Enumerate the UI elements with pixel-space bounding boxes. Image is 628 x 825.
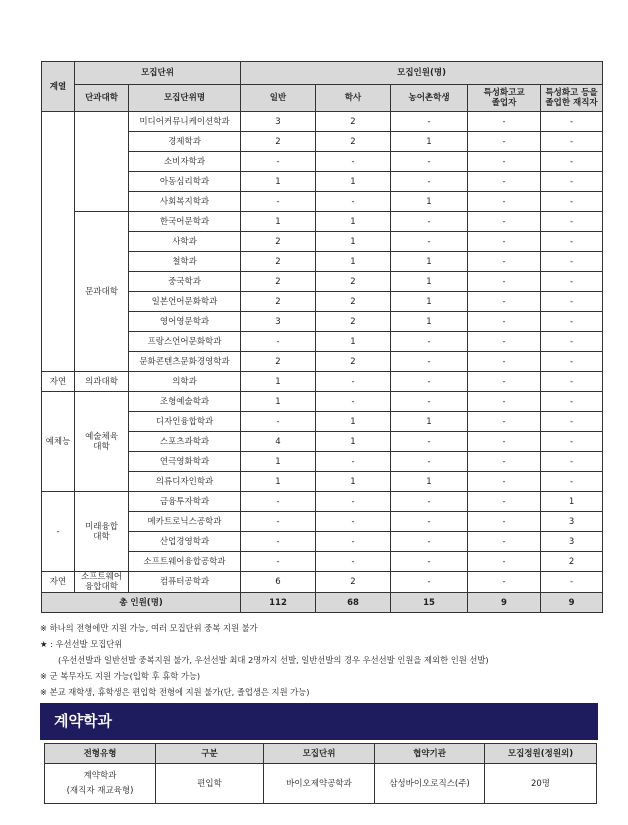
header-unit-group: 모집단위 [75,62,241,85]
quota-cell: - [391,232,468,252]
contract-header: 협약기관 [375,744,485,764]
quota-cell: - [468,572,541,593]
quota-cell: 1 [391,132,468,152]
quota-cell: - [468,292,541,312]
note: ※ 본교 재학생, 휴학생은 편입학 전형에 지원 불가(단, 졸업생은 지원 가능) [40,687,310,697]
category-cell: 자연 [42,372,75,392]
quota-cell: 2 [316,572,391,593]
quota-cell: 1 [316,432,391,452]
quota-cell: 3 [241,112,316,132]
quota-cell: - [468,492,541,512]
quota-cell: - [468,152,541,172]
quota-cell: 2 [241,272,316,292]
quota-cell: 1 [241,212,316,232]
quota-cell: - [468,552,541,572]
quota-cell: 2 [241,232,316,252]
quota-cell: 1 [316,472,391,492]
quota-cell: - [541,372,603,392]
quota-cell: - [541,232,603,252]
quota-cell: - [241,532,316,552]
quota-cell: 1 [241,472,316,492]
category-cell: 예체능 [42,392,75,492]
quota-cell: - [316,192,391,212]
quota-cell: - [316,552,391,572]
quota-cell: - [541,292,603,312]
quota-cell: 1 [241,392,316,412]
quota-cell: - [468,272,541,292]
college-cell: 미래융합 대학 [75,492,129,572]
college-cell: 예술체육 대학 [75,392,129,492]
quota-cell: 1 [391,472,468,492]
college-cell: 소프트웨어 융합대학 [75,572,129,593]
quota-cell: 2 [316,112,391,132]
quota-cell: - [468,192,541,212]
quota-cell: - [541,172,603,192]
unit-name-cell: 일본언어문화학과 [129,292,241,312]
quota-cell: 4 [241,432,316,452]
quota-cell: 2 [316,272,391,292]
note: ★ : 우선선발 모집단위 [40,639,123,649]
header-unit-name: 모집단위명 [129,85,241,112]
college-cell: 문과대학 [75,212,129,372]
quota-cell: - [316,372,391,392]
quota-cell: - [468,132,541,152]
quota-cell: - [541,212,603,232]
quota-cell: 1 [316,232,391,252]
quota-cell: - [468,232,541,252]
header-special-hs: 특성화고교 졸업자 [468,85,541,112]
unit-name-cell: 의류디자인학과 [129,472,241,492]
quota-cell: - [468,252,541,272]
unit-name-cell: 영어영문학과 [129,312,241,332]
quota-cell: 2 [541,552,603,572]
unit-name-cell: 메카트로닉스공학과 [129,512,241,532]
quota-cell: - [541,152,603,172]
quota-cell: 2 [316,132,391,152]
quota-cell: - [541,392,603,412]
recruitment-table [41,61,603,613]
quota-cell: - [391,532,468,552]
quota-cell: 3 [541,512,603,532]
unit-name-cell: 의학과 [129,372,241,392]
quota-cell: - [391,212,468,232]
unit-name-cell: 프랑스언어문화학과 [129,332,241,352]
contract-cell: 바이오제약공학과 [264,764,375,804]
total-label: 총 인원(명) [42,593,241,613]
quota-cell: - [541,432,603,452]
quota-cell: - [468,532,541,552]
quota-cell: - [316,492,391,512]
contract-header: 전형유형 [45,744,156,764]
quota-cell: 2 [316,312,391,332]
unit-name-cell: 사학과 [129,232,241,252]
contract-cell: 삼성바이오로직스(주) [375,764,485,804]
contract-cell: 20명 [485,764,597,804]
total-value: 112 [241,593,316,613]
unit-name-cell: 디자인융합학과 [129,412,241,432]
table-row [42,572,603,593]
note: ※ 하나의 전형에만 지원 가능, 여러 모집단위 중복 지원 불가 [40,623,258,633]
contract-row [45,764,597,804]
quota-cell: 2 [316,292,391,312]
quota-cell: - [541,252,603,272]
quota-cell: 2 [241,292,316,312]
quota-cell: 1 [316,332,391,352]
unit-name-cell: 컴퓨터공학과 [129,572,241,593]
quota-cell: - [391,372,468,392]
quota-cell: - [468,392,541,412]
note: (우선선발과 일반선발 중복지원 불가, 우선선발 최대 2명까지 선발, 일반선발의 경우 우선선발 인원을 제외한 인원 선발) [58,655,489,665]
quota-cell: - [468,212,541,232]
quota-cell: 2 [241,132,316,152]
quota-cell: 1 [391,272,468,292]
header-bachelor: 학사 [316,85,391,112]
contract-cell: 편입학 [156,764,264,804]
header-special-worker: 특성화고 등을 졸업한 재직자 [541,85,603,112]
contract-cell: 계약학과 (재직자 재교육형) [45,764,156,804]
quota-cell: 1 [391,312,468,332]
section-title-banner: 계약학과 [40,703,598,740]
quota-cell: - [391,332,468,352]
quota-cell: - [468,312,541,332]
quota-cell: - [241,192,316,212]
quota-cell: - [391,492,468,512]
quota-cell: - [541,312,603,332]
unit-name-cell: 한국어문학과 [129,212,241,232]
quota-cell: - [468,372,541,392]
notes [40,620,489,700]
quota-cell: 2 [241,352,316,372]
quota-cell: 1 [241,452,316,472]
category-cell: 자연 [42,572,75,593]
contract-header: 구분 [156,744,264,764]
quota-cell: - [241,512,316,532]
quota-cell: - [541,352,603,372]
quota-cell: - [391,392,468,412]
quota-cell: - [391,112,468,132]
table-row [42,492,603,512]
quota-cell: - [541,192,603,212]
quota-cell: - [468,172,541,192]
unit-name-cell: 조형예술학과 [129,392,241,412]
quota-cell: - [541,112,603,132]
quota-cell: - [241,152,316,172]
quota-cell: 3 [541,532,603,552]
quota-cell: - [541,452,603,472]
quota-cell: 1 [316,252,391,272]
quota-cell: - [541,132,603,152]
quota-cell: - [468,332,541,352]
quota-cell: - [541,332,603,352]
unit-name-cell: 철학과 [129,252,241,272]
quota-cell: - [316,452,391,472]
quota-cell: - [541,412,603,432]
header-college: 단과대학 [75,85,129,112]
total-value: 9 [541,593,603,613]
header-rural: 농어촌학생 [391,85,468,112]
contract-table [44,743,597,804]
quota-cell: - [241,332,316,352]
quota-cell: - [468,112,541,132]
quota-cell: - [391,572,468,593]
unit-name-cell: 경제학과 [129,132,241,152]
unit-name-cell: 소비자학과 [129,152,241,172]
quota-cell: - [391,552,468,572]
total-row [42,593,603,613]
header-quota-group: 모집인원(명) [241,62,603,85]
quota-cell: 1 [316,172,391,192]
quota-cell: 1 [541,492,603,512]
quota-cell: 6 [241,572,316,593]
quota-cell: 3 [241,312,316,332]
table-row [42,112,603,132]
quota-cell: - [241,492,316,512]
quota-cell: - [391,172,468,192]
quota-cell: 1 [391,252,468,272]
quota-cell: - [316,512,391,532]
college-cell: 의과대학 [75,372,129,392]
quota-cell: - [468,472,541,492]
unit-name-cell: 산업경영학과 [129,532,241,552]
quota-cell: - [468,452,541,472]
quota-cell: - [468,512,541,532]
total-value: 15 [391,593,468,613]
quota-cell: - [541,472,603,492]
unit-name-cell: 문화콘텐츠문화경영학과 [129,352,241,372]
college-cell [75,112,129,212]
quota-cell: 2 [241,252,316,272]
table-row [42,372,603,392]
unit-name-cell: 아동심리학과 [129,172,241,192]
unit-name-cell: 미디어커뮤니케이션학과 [129,112,241,132]
quota-cell: - [541,272,603,292]
quota-cell: 1 [391,192,468,212]
note: ※ 군 복무자도 지원 가능(입학 후 휴학 가능) [40,671,201,681]
quota-cell: 1 [391,412,468,432]
category-cell: - [42,492,75,572]
total-value: 68 [316,593,391,613]
table-row [42,392,603,412]
contract-header: 모집정원(정원외) [485,744,597,764]
total-value: 9 [468,593,541,613]
quota-cell: - [316,152,391,172]
quota-cell: 1 [316,412,391,432]
quota-cell: - [316,532,391,552]
quota-cell: 1 [391,292,468,312]
quota-cell: - [241,552,316,572]
quota-cell: 1 [241,372,316,392]
quota-cell: - [391,452,468,472]
quota-cell: - [391,512,468,532]
table-body [42,112,603,593]
quota-cell: - [468,352,541,372]
quota-cell: - [391,432,468,452]
quota-cell: 1 [241,172,316,192]
contract-header: 모집단위 [264,744,375,764]
header-category: 계열 [42,62,75,112]
quota-cell: - [541,572,603,593]
header-general: 일반 [241,85,316,112]
quota-cell: - [468,412,541,432]
unit-name-cell: 금융투자학과 [129,492,241,512]
quota-cell: - [241,412,316,432]
unit-name-cell: 스포츠과학과 [129,432,241,452]
table-row [42,212,603,232]
category-cell [42,112,75,372]
quota-cell: 2 [316,352,391,372]
unit-name-cell: 연극영화학과 [129,452,241,472]
quota-cell: - [391,152,468,172]
quota-cell: - [468,432,541,452]
unit-name-cell: 소프트웨어융합공학과 [129,552,241,572]
unit-name-cell: 중국학과 [129,272,241,292]
quota-cell: - [316,392,391,412]
unit-name-cell: 사회복지학과 [129,192,241,212]
quota-cell: 1 [316,212,391,232]
quota-cell: - [391,352,468,372]
